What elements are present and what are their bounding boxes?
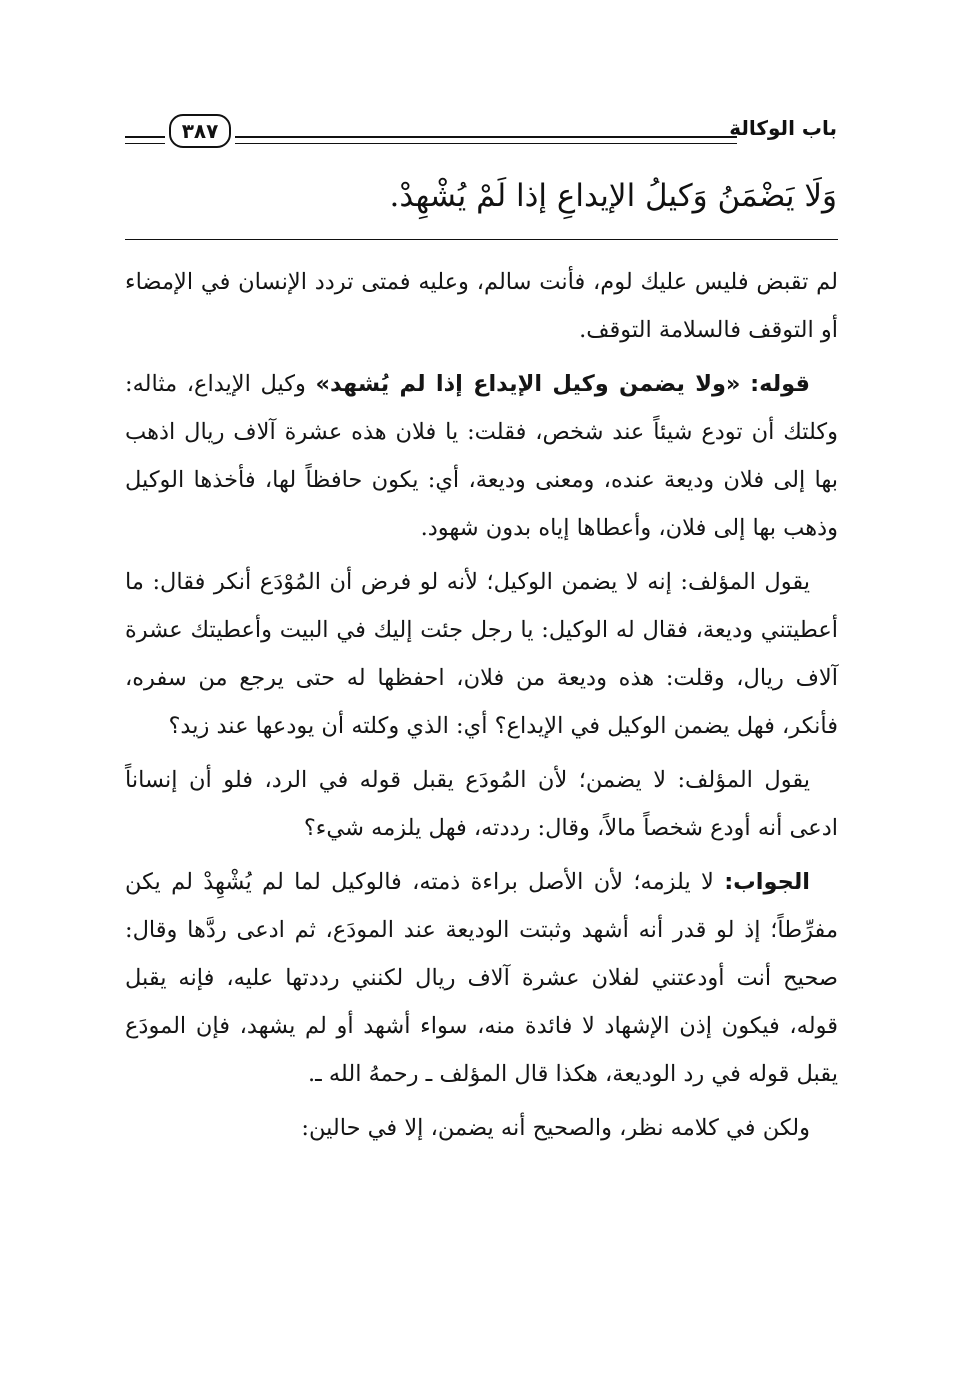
paragraph-lead: قوله:: [750, 371, 811, 397]
paragraph-lead: الجواب:: [724, 869, 810, 895]
page-number: ٣٨٧: [169, 114, 231, 148]
quoted-matn: «ولا يضمن وكيل الإيداع إذا لم يُشهد»: [315, 371, 741, 397]
page-header: [125, 112, 837, 152]
matn-text: وَلَا يَضْمَنُ وَكيلُ الإيداعِ إذا لَمْ يُشْهِدْ.: [389, 178, 837, 214]
paragraph-text: وكيل الإيداع، مثاله: وكلتك أن تودع شيئاً عند شخص، فقلت: يا فلان هذه عشرة آلاف ريال اذهب بها إلى فلان وديعة عنده، ومعنى وديعة، أي: يكون حافظاً لها، فأخذها الوكيل وذهب بها إلى فلان، وأعطاها إياه بدون شهود.: [125, 371, 838, 541]
matn-divider: [125, 239, 838, 240]
paragraph: [125, 858, 838, 1098]
chapter-title: باب الوكالة: [729, 116, 837, 140]
paragraph: لم تقبض فليس عليك لوم، فأنت سالم، وعليه فمتى تردد الإنسان في الإمضاء أو التوقف فالسلامة التوقف.: [125, 269, 838, 343]
paragraph-text: لا يلزمه؛ لأن الأصل براءة ذمته، فالوكيل لما لم يُشْهِدْ لم يكن مفرِّطاً؛ إذ لو قدر أنه أشهد وثبتت الوديعة عند المودَع، ثم ادعى ردَّها وقال: صحيح أنت أودعتني لفلان عشرة آلاف ريال لكنني رددتها عليه، فإنه يقبل قوله، فيكون إذن الإشهاد لا فائدة منه، سواء أشهد أو لم يشهد، فإن المودَع يقبل قوله في رد الوديعة، هكذا قال المؤلف ـ رحمهُ الله ـ.: [125, 869, 838, 1087]
header-rule: [125, 136, 165, 138]
header-rule: [235, 143, 737, 144]
header-rule: [125, 143, 165, 144]
commentary-body: [125, 258, 838, 1158]
header-rule: [235, 136, 737, 138]
paragraph: يقول المؤلف: إنه لا يضمن الوكيل؛ لأنه لو فرض أن المُوْدَع أنكر فقال: ما أعطيتني وديعة، فقال له الوكيل: يا رجل جئت إليك في البيت وأعطيتك عشرة آلاف ريال، وقلت: هذه وديعة من فلان، احفظها له حتى يرجع من سفره، فأنكر، فهل يضمن الوكيل في الإيداع؟ أي: الذي وكلته أن يودعها عند زيد؟: [125, 569, 838, 739]
paragraph: [125, 360, 838, 552]
paragraph: يقول المؤلف: لا يضمن؛ لأن المُودَع يقبل قوله في الرد، فلو أن إنساناً ادعى أنه أودع شخصاً مالاً، وقال: رددته، فهل يلزمه شيء؟: [125, 767, 838, 841]
paragraph: ولكن في كلامه نظر، والصحيح أنه يضمن، إلا في حالين:: [301, 1115, 810, 1141]
